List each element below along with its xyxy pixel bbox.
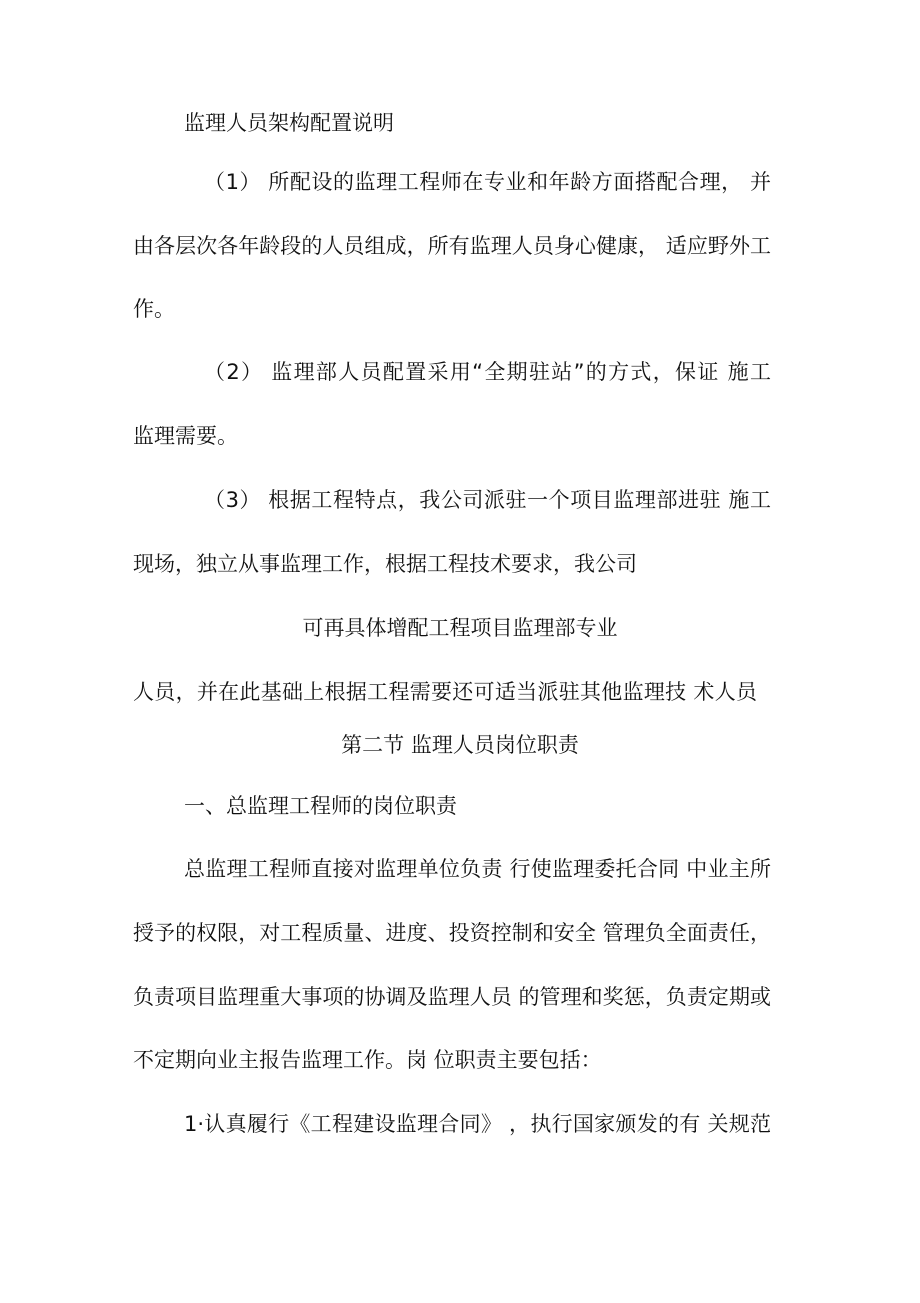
section-heading: 监理人员架构配置说明 [184, 111, 394, 135]
paragraph-line: 1·认真履行《工程建设监理合同》 ，执行国家颁发的有 关规范 [184, 1112, 771, 1136]
paragraph-line: 现场，独立从事监理工作，根据工程技术要求，我公司 [133, 552, 637, 576]
paragraph-line: 人员，并在此基础上根据工程需要还可适当派驻其他监理技 术人员 [133, 680, 757, 704]
paragraph-line: （1） 所配设的监理工程师在专业和年龄方面搭配合理， 并 [204, 170, 771, 194]
paragraph-line: 由各层次各年龄段的人员组成，所有监理人员身心健康， 适应野外工 [133, 234, 771, 258]
paragraph-line: 授予的权限，对工程质量、进度、投资控制和安全 管理负全面责任， [133, 921, 771, 945]
paragraph-line: 负责项目监理重大事项的协调及监理人员 的管理和奖惩，负责定期或 [133, 985, 771, 1009]
paragraph-line: （2） 监理部人员配置采用“全期驻站”的方式，保证 施工 [204, 360, 771, 384]
paragraph-line: 可再具体增配工程项目监理部专业 [302, 616, 618, 640]
subsection-heading: 一、总监理工程师的岗位职责 [184, 794, 457, 818]
paragraph-line: 作。 [133, 297, 175, 321]
paragraph-line: （3） 根据工程特点，我公司派驻一个项目监理部进驻 施工 [204, 488, 771, 512]
paragraph-line: 总监理工程师直接对监理单位负责 行使监理委托合同 中业主所 [184, 857, 771, 881]
paragraph-line: 不定期向业主报告监理工作。岗 位职责主要包括： [133, 1048, 602, 1072]
section-title: 第二节 监理人员岗位职责 [341, 733, 579, 757]
paragraph-line: 监理需要。 [133, 424, 238, 448]
